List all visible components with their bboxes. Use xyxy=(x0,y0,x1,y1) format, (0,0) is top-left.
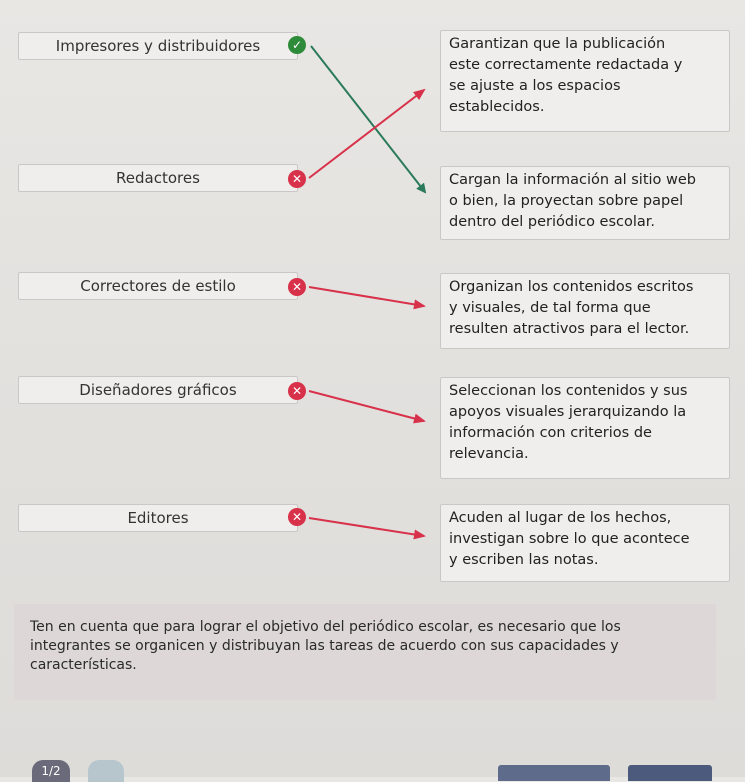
instruction-note xyxy=(14,604,716,700)
match-left-label: Impresores y distribuidores xyxy=(55,37,261,55)
match-right-item[interactable] xyxy=(440,273,730,349)
close-icon: ✕ xyxy=(288,278,306,296)
match-left-label: Redactores xyxy=(116,169,200,187)
match-right-item[interactable] xyxy=(440,504,730,582)
connection-line-disenadores xyxy=(309,391,424,421)
match-left-item[interactable] xyxy=(18,164,298,192)
match-right-line: Seleccionan los contenidos y sus xyxy=(449,383,688,399)
connection-line-impresores xyxy=(311,46,425,192)
match-left-item[interactable] xyxy=(18,504,298,532)
page-indicator[interactable] xyxy=(32,760,70,782)
previous-button[interactable] xyxy=(498,765,610,781)
match-right-line: y escriben las notas. xyxy=(449,552,599,568)
match-right-line: investigan sobre lo que acontece xyxy=(449,531,690,547)
close-icon: ✕ xyxy=(288,170,306,188)
match-left-item[interactable] xyxy=(18,272,298,300)
match-left-item[interactable] xyxy=(18,32,298,60)
page-indicator-label: 1/2 xyxy=(41,764,61,778)
match-left-label: Diseñadores gráficos xyxy=(79,381,237,399)
close-icon: ✕ xyxy=(288,508,306,526)
connection-line-editores xyxy=(309,518,424,536)
match-right-line: se ajuste a los espacios xyxy=(449,78,621,94)
instruction-note-text: Ten en cuenta que para lograr el objetivo del periódico escolar, es necesario que los integrantes se organicen y distribuyan las tareas de acuerdo con sus capacidades y características. xyxy=(30,619,621,673)
match-right-item[interactable] xyxy=(440,166,730,240)
match-right-line: relevancia. xyxy=(449,446,529,462)
match-right-item[interactable] xyxy=(440,30,730,132)
match-right-item[interactable] xyxy=(440,377,730,479)
match-right-line: Acuden al lugar de los hechos, xyxy=(449,510,672,526)
match-right-line: este correctamente redactada y xyxy=(449,57,683,73)
match-right-line: información con criterios de xyxy=(449,425,652,441)
match-left-label: Editores xyxy=(127,509,189,527)
match-right-line: y visuales, de tal forma que xyxy=(449,300,651,316)
match-right-line: Garantizan que la publicación xyxy=(449,36,666,52)
match-right-line: establecidos. xyxy=(449,99,545,115)
next-button[interactable] xyxy=(628,765,712,781)
close-icon: ✕ xyxy=(288,382,306,400)
connection-line-correctores xyxy=(309,287,424,306)
match-right-line: apoyos visuales jerarquizando la xyxy=(449,404,687,420)
match-right-line: Organizan los contenidos escritos xyxy=(449,279,694,295)
home-icon[interactable] xyxy=(88,760,124,782)
connection-line-redactores xyxy=(309,90,424,178)
check-icon: ✓ xyxy=(288,36,306,54)
match-right-line: o bien, la proyectan sobre papel xyxy=(449,193,684,209)
match-right-line: resulten atractivos para el lector. xyxy=(449,321,690,337)
match-left-label: Correctores de estilo xyxy=(80,277,236,295)
match-right-line: dentro del periódico escolar. xyxy=(449,214,656,230)
match-right-line: Cargan la información al sitio web xyxy=(449,172,696,188)
match-left-item[interactable] xyxy=(18,376,298,404)
